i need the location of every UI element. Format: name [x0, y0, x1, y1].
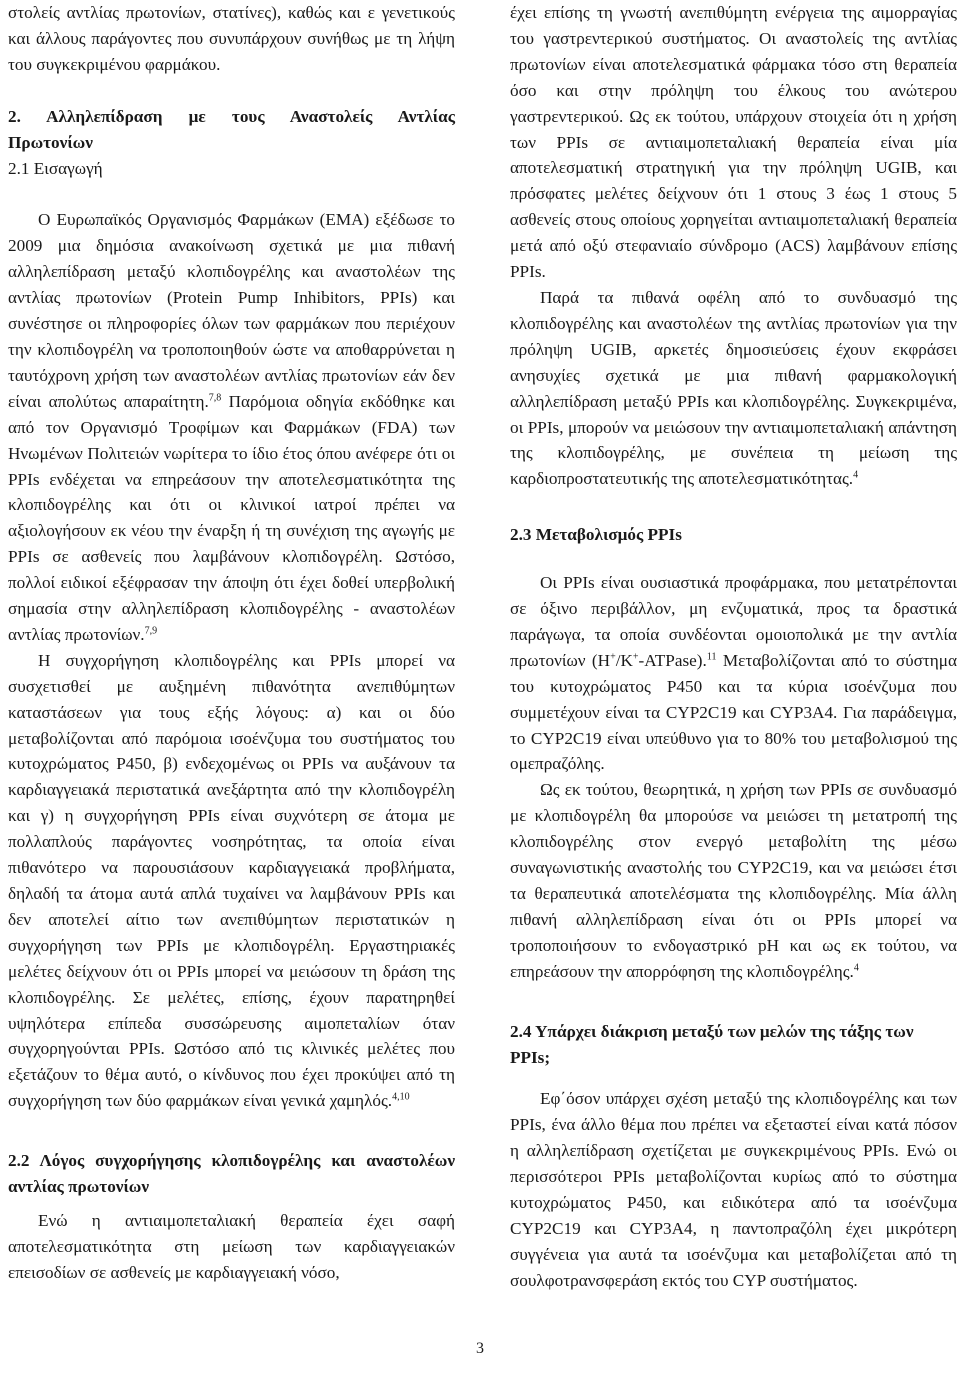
left-column	[8, 0, 455, 1286]
section-2-3-heading: 2.3 Μεταβολισμός PPIs	[510, 525, 682, 545]
section-2-heading-line1: 2. Αλληλεπίδραση με τους Αναστολείς Αντλίας	[8, 106, 455, 126]
paragraph-gi-bleeding: έχει επίσης τη γνωστή ανεπιθύμητη ενέργεια της αιμορραγίας του γαστρεντερικού συστήματος. Οι αναστολείς της αντλίας πρωτονίων είναι αποτελεσματικά φάρμακα τόσο στη θεραπεία όσο και στην πρόληψη του έλκους του ανώτερου γαστρεντερικού. Ως εκ τούτου, υπάρχουν στοιχεία ότι η χρήση των PPIs σε αντιαιμοπεταλιακή θεραπεία είναι μία αποτελεσματική στρατηγική για την πρόληψη UGIB, και πρόσφατες μελέτες δείχνουν ότι 1 στους 3 έως 1 στους 5 ασθενείς στους οποίους χορηγείται αντιαιμοπεταλιακή θεραπεία μετά από οξύ στεφανιαίο σύνδρομο (ACS) λαμβάνουν επίσης PPIs.	[510, 3, 957, 282]
paragraph-metabolism-part1: Οι PPIs είναι ουσιαστικά προφάρμακα, που μετατρέπονται σε όξινο περιβάλλον, μη ενζυματικά, προς τα δραστικά παράγωγα, τα οποία συνδέονται ομοιοπολικά με την αντλία πρωτονίων (H	[510, 573, 957, 670]
paragraph-metabolism	[510, 570, 957, 777]
paragraph-metabolism-part2: /K	[615, 650, 633, 670]
citation-ref: 4	[853, 961, 859, 973]
superscript-plus: +	[632, 651, 639, 663]
paragraph-benefits	[510, 285, 957, 492]
paragraph-class-distinction: Εφ΄όσον υπάρχει σχέση μεταξύ της κλοπιδογρέλης και των PPIs, ένα άλλο θέμα που πρέπει να εξεταστεί είναι κατά πόσον η αλληλεπίδραση σχετίζεται με συγκεκριμένους PPIs. Ενώ οι περισσότεροι PPIs μεταβολίζονται κυρίως από το σύστημα κυτοχρώματος P450, και ειδικότερα από τα ισοένζυμα CYP2C19 και CYP3A4, η παντοπραζόλη έχει μικρότερη συγγένεια για αυτά τα ισοένζυμα και μεταβολίζεται από τη σουλφοτρανσφεράση εκτός του CYP συστήματος.	[510, 1089, 957, 1290]
paragraph-antiplatelet: Ενώ η αντιαιμοπεταλιακή θεραπεία έχει σαφή αποτελεσματικότητα στη μείωση των καρδιαγγειακών επεισοδίων σε ασθενείς με καρδιαγγειακή νόσο,	[8, 1210, 455, 1282]
page-number: 3	[476, 1340, 484, 1357]
paragraph-metabolism-part4: Μεταβολίζονται από το σύστημα του κυτοχρώματος P450 και τα κύρια ισοένζυμα που συμμετέχουν είναι τα CYP2C19 και CYP3A4. Για παράδειγμα, το CYP2C19 είναι υπεύθυνο για το 80% του μεταβολισμού της ομεπραζόλης.	[510, 650, 957, 774]
section-2-1-heading: 2.1 Εισαγωγή	[8, 158, 103, 178]
citation-ref: 11	[706, 651, 717, 663]
citation-ref: 4,10	[392, 1091, 410, 1103]
section-2-heading-line2: Πρωτονίων	[8, 132, 93, 152]
section-2-4-heading: 2.4 Υπάρχει διάκριση μεταξύ των μελών της τάξης των PPIs;	[510, 1021, 914, 1067]
right-column	[510, 0, 957, 1294]
paragraph-ema	[8, 207, 455, 647]
paragraph-coadministration-text: Η συγχορήγηση κλοπιδογρέλης και PPIs μπορεί να συσχετισθεί με αυξημένη πιθανότητα ανεπιθύμητων καταστάσεων για τους εξής λόγους: α) και οι δύο μεταβολίζονται από παρόμοια ισοένζυμα του συστήματος του κυτοχρώματος P450, β) ενδεχομένως οι PPIs να αυξάνουν τα καρδιαγγειακά περιστατικά ανεξάρτητα από την κλοπιδογρέλη και γ) η συγχορήγηση PPIs είναι συχνότερη σε άτομα με πολλαπλούς παράγοντες νοσηρότητας, τα οποία είναι πιθανότερο να παρουσιάσουν καρδιαγγειακά προβλήματα, δηλαδή τα άτομα αυτά απλά τυχαίνει να λαμβάνουν PPIs και δεν αποτελεί αίτιο των ανεπιθύμητων περιστατικών η συγχορήγηση των PPIs με κλοπιδογρέλη. Εργαστηριακές μελέτες δείχνουν ότι οι PPIs μπορεί να μειώσουν τη δράση της κλοπιδογρέλης. Σε μελέτες, επίσης, έχουν παρατηρηθεί υψηλότερα επίπεδα συσσώρευσης αιμοπεταλίων όταν συγχορηγούνται PPIs. Ωστόσο από τις κλινικές μελέτες που εξετάζουν το θέμα αυτό, ο κίνδυνος που έχει προκύψει από τη συγχορήγηση των δύο φαρμάκων είναι γενικά χαμηλός.	[8, 650, 455, 1111]
paragraph-coadministration	[8, 648, 455, 1114]
paragraph-metabolism-part3: -ATPase).	[638, 650, 707, 670]
paragraph-ema-part1: Ο Ευρωπαϊκός Οργανισμός Φαρμάκων (ΕΜΑ) εξέδωσε το 2009 μια δημόσια ανακοίνωση σχετικά με μια πιθανή αλληλεπίδραση μεταξύ κλοπιδογρέλης και αναστολέων της αντλίας πρωτονίων (Protein Pump Inhibitors, PPIs) και συνέστησε οι πληροφορίες όλων των φαρμάκων που περιέχουν την κλοπιδογρέλη να τροποποιηθούν ώστε να αποθαρρύνεται η ταυτόχρονη χρήση των αναστολέων αντλίας πρωτονίων εάν δεν είναι απολύτως απαραίτητη.	[8, 210, 455, 411]
paragraph-ema-part2: Παρόμοια οδηγία εκδόθηκε και από τον Οργανισμό Τροφίμων και Φαρμάκων (FDA) των Ηνωμένων Πολιτειών νωρίτερα το ίδιο έτος όπου ανέφερε ότι οι PPIs ενδέχεται να επηρεάσουν την αποτελεσματικότητα της κλοπιδογρέλης και ότι οι κλινικοί ιατροί πρέπει να αξιολογήσουν εκ νέου την έναρξη ή τη συνέχιση της αγωγής με PPIs σε ασθενείς που λαμβάνουν κλοπιδογρέλη. Ωστόσο, πολλοί ειδικοί εξέφρασαν την άποψη ότι έχει δοθεί υπερβολική σημασία στην αλληλεπίδραση κλοπιδογρέλης - αναστολέων αντλίας πρωτονίων.	[8, 391, 455, 644]
paragraph-intro-continued: στολείς αντλίας πρωτονίων, στατίνες), καθώς και ε γενετικούς και άλλους παράγοντες που συνυπάρχουν συνήθως με τη λήψη του συγκεκριμένου φαρμάκου.	[8, 3, 455, 74]
paragraph-theory-text: Ως εκ τούτου, θεωρητικά, η χρήση των PPIs σε συνδυασμό με κλοπιδογρέλη θα μπορούσε να μειώσει τη μετατροπή της κλοπιδογρέλης στον ενεργό μεταβολίτη της μέσω συναγωνιστικής αναστολής του CYP2C19, και να μειώσει έτσι τα θεραπευτικά αποτελέσματα της κλοπιδογρέλης. Μία άλλη πιθανή αλληλεπίδραση είναι ότι οι PPIs μπορεί να τροποποιήσουν το ενδογαστρικό pH και ως εκ τούτου, να επηρεάσουν την απορρόφηση της κλοπιδογρέλης.	[510, 780, 957, 981]
paragraph-benefits-text: Παρά τα πιθανά οφέλη από το συνδυασμό της κλοπιδογρέλης και αναστολέων της αντλίας πρωτονίων για την πρόληψη UGIB, αρκετές δημοσιεύσεις έχουν εκφράσει ανησυχίες σχετικά με μια πιθανή φαρμακολογική αλληλεπίδραση μεταξύ PPIs και κλοπιδογρέλης. Συγκεκριμένα, οι PPIs, μπορούν να μειώσουν την αντιαιμοπεταλιακή απάντηση της κλοπιδογρέλης, με συνέπεια τη μείωση της καρδιοπροστατευτικής της αποτελεσματικότητας.	[510, 287, 957, 489]
paragraph-theory	[510, 777, 957, 984]
citation-ref: 7,9	[144, 625, 158, 637]
section-2-2-heading: 2.2 Λόγος συγχορήγησης κλοπιδογρέλης και αναστολέων αντλίας πρωτονίων	[8, 1151, 455, 1197]
citation-ref: 4	[853, 469, 859, 481]
superscript-plus: +	[610, 651, 616, 663]
citation-ref: 7,8	[208, 392, 222, 404]
